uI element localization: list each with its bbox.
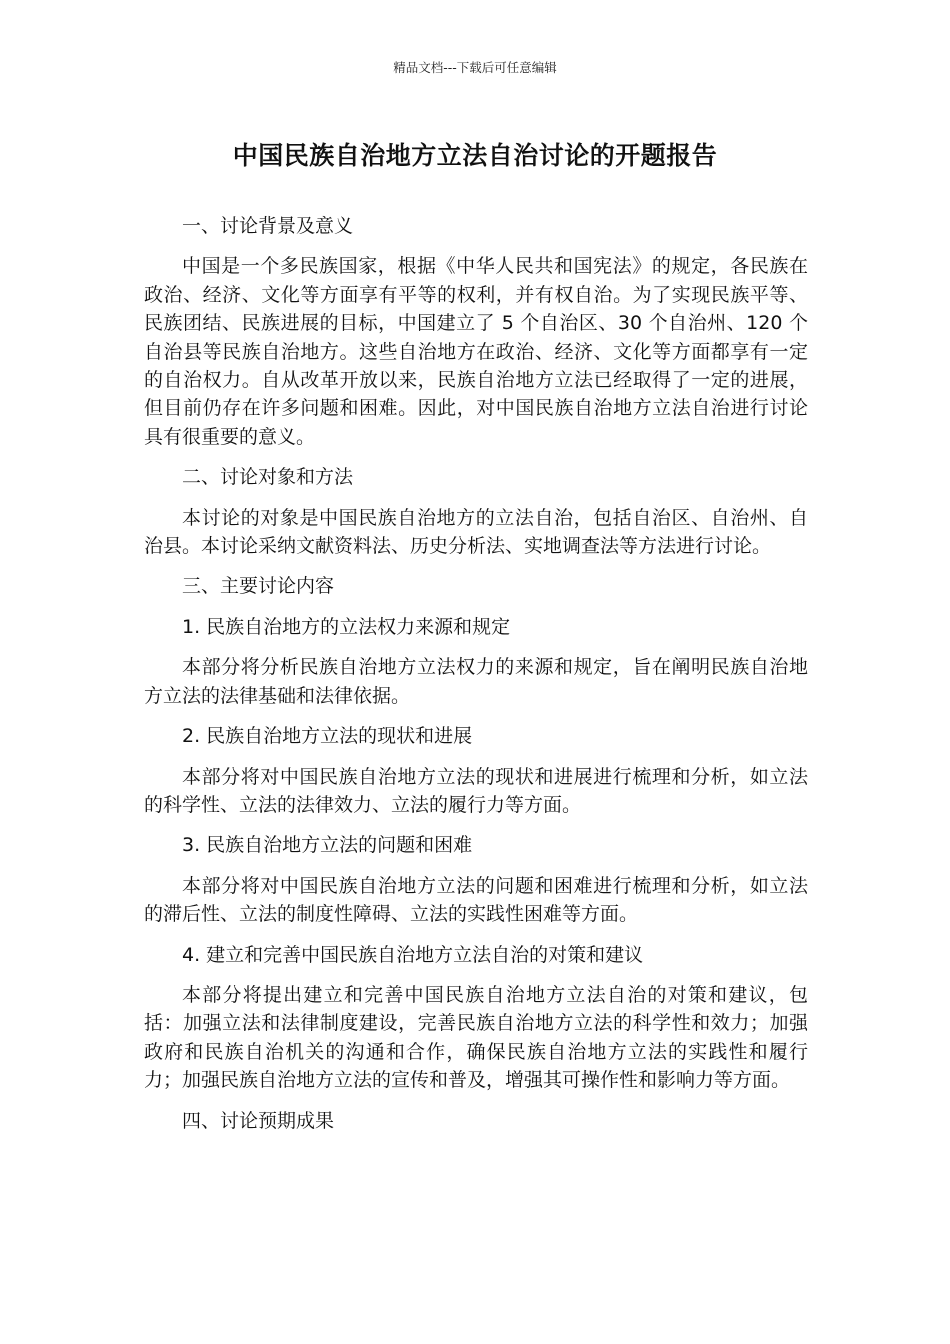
paragraph-1: 本部分将分析民族自治地方立法权力的来源和规定，旨在阐明民族自治地方立法的法律基础和法律依据。 [144,656,808,707]
subheading-1: 1. 民族自治地方的立法权力来源和规定 [182,615,511,638]
paragraph-2: 本部分将对中国民族自治地方立法的现状和进展进行梳理和分析，如立法的科学性、立法的法律效力、立法的履行力等方面。 [144,765,808,816]
paragraph-3: 本部分将对中国民族自治地方立法的问题和困难进行梳理和分析，如立法的滞后性、立法的制度性障碍、立法的实践性困难等方面。 [144,874,808,926]
paragraph-background: 中国是一个多民族国家，根据《中华人民共和国宪法》的规定，各民族在政治、经济、文化等方面享有平等的权利，并有权自治。为了实现民族平等、民族团结、民族进展的目标，中国建立了 5 个自治区、30 个自治州、120 个自治县等民族自治地方。这些自治地方在政治、经济、文化等方面都享有一定的自治权力。自从改革开放以来，民族自治地方立法已经取得了一定的进展，但目前仍存在许多问题和困难。因此，对中国民族自治地方立法自治进行讨论具有很重要的意义。 [144,255,808,448]
subheading-4: 4. 建立和完善中国民族自治地方立法自治的对策和建议 [182,943,644,966]
section-heading-main-content: 三、主要讨论内容 [182,575,335,598]
document-title: 中国民族自治地方立法自治讨论的开题报告 [232,141,718,170]
section-heading-background: 一、讨论背景及意义 [182,215,354,237]
paragraph-4: 本部分将提出建立和完善中国民族自治地方立法自治的对策和建议，包括：加强立法和法律制度建设，完善民族自治地方立法的科学性和效力；加强政府和民族自治机关的沟通和合作，确保民族自治地方立法的实践性和履行力；加强民族自治地方立法的宣传和普及，增强其可操作性和影响力等方面。 [144,983,808,1092]
paragraph-object-method: 本讨论的对象是中国民族自治地方的立法自治，包括自治区、自治州、自治县。本讨论采纳文献资料法、历史分析法、实地调查法等方法进行讨论。 [144,506,808,558]
subheading-2: 2. 民族自治地方立法的现状和进展 [182,725,473,748]
document-body [144,212,808,1147]
section-heading-expected-results: 四、讨论预期成果 [182,1109,335,1132]
section-heading-object-method: 二、讨论对象和方法 [182,466,354,489]
subheading-3: 3. 民族自治地方立法的问题和困难 [182,834,473,857]
page-header: 精品文档---下载后可任意编辑 [393,60,557,75]
